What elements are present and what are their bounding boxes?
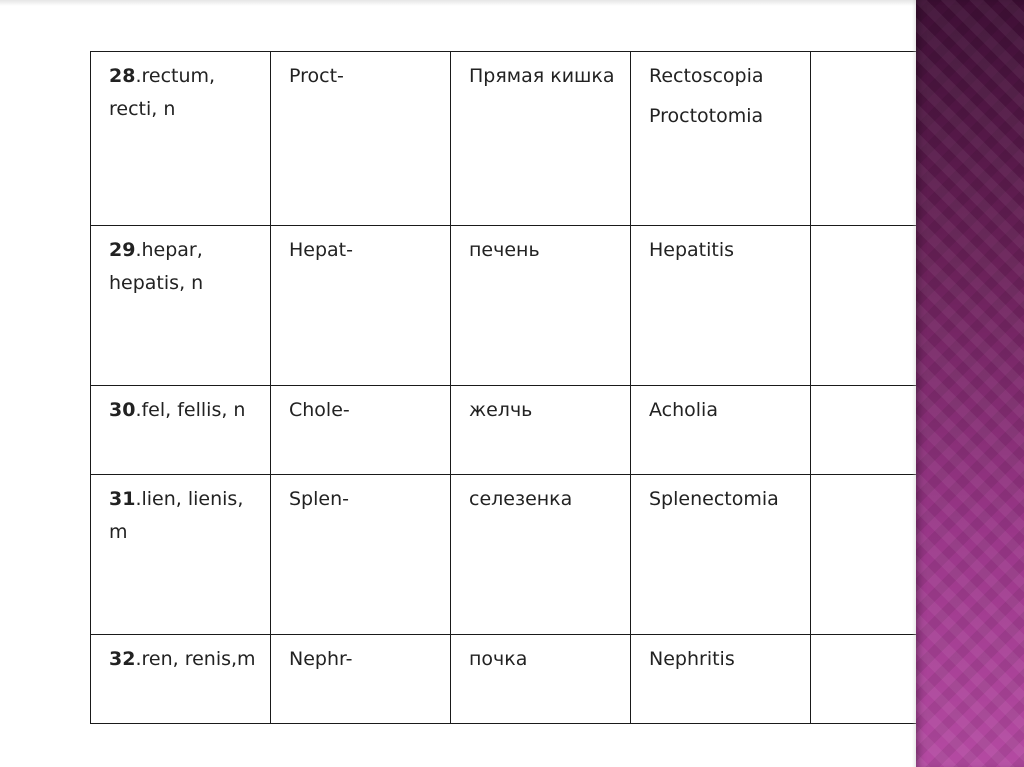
row-number: 31 bbox=[109, 488, 136, 511]
russian-cell bbox=[451, 226, 631, 385]
vocabulary-table bbox=[90, 51, 992, 724]
row-number: 30 bbox=[109, 398, 136, 421]
root-term: Proct- bbox=[289, 65, 344, 87]
root-cell bbox=[271, 475, 451, 634]
russian-cell bbox=[451, 52, 631, 226]
clinical-term: Hepatitis bbox=[649, 239, 735, 262]
terms-cell bbox=[631, 385, 811, 474]
latin-cell bbox=[91, 226, 271, 385]
terms-cell bbox=[631, 226, 811, 385]
russian-term: селезенка bbox=[469, 488, 573, 511]
clinical-term: Splenectomia bbox=[649, 488, 779, 511]
clinical-term: Rectoscopia bbox=[649, 65, 764, 87]
latin-cell bbox=[91, 385, 271, 474]
latin-cell bbox=[91, 634, 271, 723]
russian-cell bbox=[451, 634, 631, 723]
table-row bbox=[91, 52, 992, 226]
latin-cell bbox=[91, 475, 271, 634]
terms-cell bbox=[631, 52, 811, 226]
russian-term: почка bbox=[469, 647, 528, 670]
table-row bbox=[91, 226, 992, 385]
root-cell bbox=[271, 385, 451, 474]
latin-term: .lien, lienis, m bbox=[109, 488, 244, 544]
root-term: Hepat- bbox=[289, 239, 353, 262]
terms-cell bbox=[631, 475, 811, 634]
root-cell bbox=[271, 226, 451, 385]
latin-term: .ren, renis,m bbox=[135, 647, 256, 670]
latin-term: .rectum, recti, n bbox=[109, 65, 216, 120]
row-number: 32 bbox=[109, 647, 136, 670]
russian-cell bbox=[451, 475, 631, 634]
root-cell bbox=[271, 634, 451, 723]
table-row bbox=[91, 475, 992, 634]
decorative-side-band bbox=[916, 0, 1024, 767]
clinical-term: Nephritis bbox=[649, 647, 735, 670]
root-term: Splen- bbox=[289, 488, 349, 511]
latin-term: .hepar, hepatis, n bbox=[109, 239, 204, 295]
slide-top-shade bbox=[0, 0, 916, 6]
russian-cell bbox=[451, 385, 631, 474]
latin-term: .fel, fellis, n bbox=[135, 398, 246, 421]
russian-term: желчь bbox=[469, 398, 533, 421]
russian-term: Прямая кишка bbox=[469, 65, 615, 87]
terms-cell bbox=[631, 634, 811, 723]
root-term: Nephr- bbox=[289, 647, 353, 670]
root-term: Chole- bbox=[289, 398, 350, 421]
table-row bbox=[91, 385, 992, 474]
clinical-term: Acholia bbox=[649, 398, 718, 421]
row-number: 28 bbox=[109, 65, 136, 87]
root-cell bbox=[271, 52, 451, 226]
latin-cell bbox=[91, 52, 271, 226]
clinical-term: Proctotomia bbox=[649, 105, 764, 127]
table-row bbox=[91, 634, 992, 723]
row-number: 29 bbox=[109, 239, 136, 262]
russian-term: печень bbox=[469, 239, 540, 262]
